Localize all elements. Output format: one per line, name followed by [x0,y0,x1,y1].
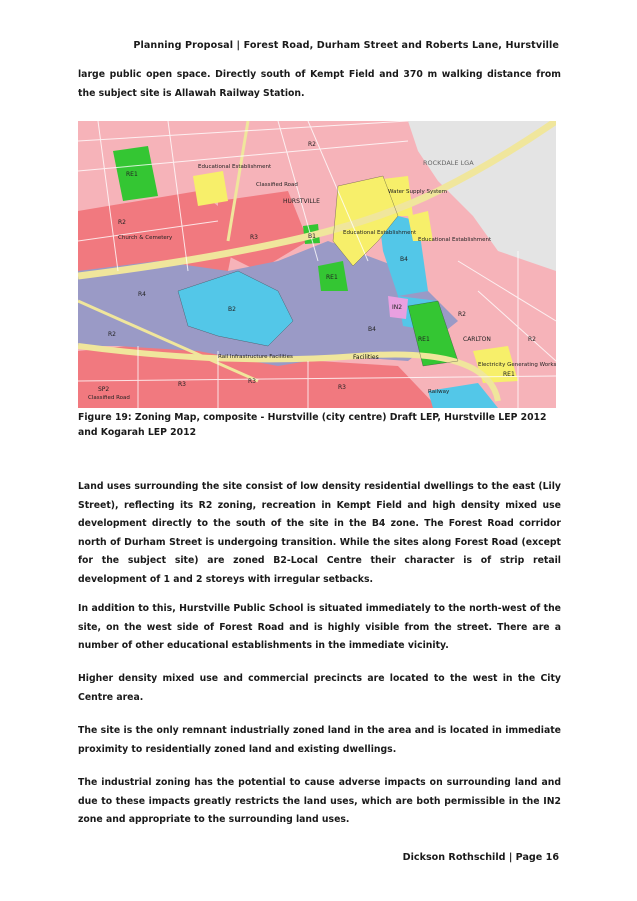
zone-label: R2 [118,219,126,226]
paragraph-land-uses: Land uses surrounding the site consist of low density residential dwellings to the east (Lily Street), reflecting its R2 zoning, recreation in Kempt Field and high density mixed use development directly to the south of the site in the B4 zone. The Forest Road corridor north of Durham Street is undergoing transition. While the sites along Forest Road (except for the subject site) are zoned B2-Local Centre their character is of strip retail development of 1 and 2 storeys with irregular setbacks. [78,481,561,585]
zone-label: R3 [178,381,186,388]
label-rockdale: ROCKDALE LGA [423,159,474,167]
zone-label: SP2 [98,386,110,393]
zone-label: RE1 [503,371,515,378]
page-footer: Dickson Rothschild | Page 16 [402,852,559,863]
zone-label: R3 [338,384,346,391]
page-header: Planning Proposal | Forest Road, Durham Street and Roberts Lane, Hurstville [133,40,559,51]
label-educational-1: Educational Establishment [198,164,272,170]
label-hurstville: HURSTVILLE [283,198,320,205]
zone-label: R2 [458,311,466,318]
label-classified-road-bottom: Classified Road [88,395,130,401]
label-water-supply: Water Supply System [388,189,448,195]
paragraph-school: In addition to this, Hurstville Public School is situated immediately to the north-west of the site, on the west side of Forest Road and is highly visible from the street. There are a number of other educational establishments in the immediate vicinity. [78,603,561,651]
intro-paragraph: large public open space. Directly south of Kempt Field and 370 m walking distance from the subject site is Allawah Railway Station. [78,69,561,99]
label-church: Church & Cemetery [118,235,173,241]
zoning-map [78,121,556,408]
zone-label: B2 [228,306,236,313]
paragraph-higher-density: Higher density mixed use and commercial precincts are located to the west in the City Centre area. [78,673,561,703]
zone-label: B1 [308,233,316,240]
paragraph-remnant: The site is the only remnant industrially zoned land in the area and is located in immediate proximity to residentially zoned land and existing dwellings. [78,725,561,755]
zone-label: R3 [248,378,256,385]
zone-label: B4 [368,326,376,333]
label-electricity: Electricity Generating Works [478,362,556,368]
label-educational-2: Educational Establishment [343,230,417,236]
zone-label: R3 [250,234,258,241]
zone-label: R2 [528,336,536,343]
label-facilities: Facilities [353,354,379,361]
zone-label: R4 [138,291,146,298]
figure-caption: Figure 19: Zoning Map, composite - Hurstville (city centre) Draft LEP, Hurstville LEP 2012 and Kogarah LEP 2012 [78,412,547,438]
zone-label: R2 [308,141,316,148]
zone-sp2-educational-1 [193,171,228,206]
zone-label: R2 [108,331,116,338]
zone-label: IN2 [392,304,403,311]
label-carlton: CARLTON [463,336,491,343]
zone-label: B4 [400,256,408,263]
label-rail-infra: Rail Infrastructure Facilities [218,354,293,360]
label-railway: Railway [428,389,450,395]
label-educational-3: Educational Establishment [418,237,492,243]
zone-label: RE1 [326,274,338,281]
zone-label: RE1 [418,336,430,343]
label-classified-road-top: Classified Road [256,182,298,188]
zone-label: RE1 [126,171,138,178]
zoning-map-graphic [78,121,556,408]
paragraph-industrial: The industrial zoning has the potential to cause adverse impacts on surrounding land and due to these impacts greatly restricts the land uses, which are both permissible in the IN2 zone and appropriate to the surrounding land uses. [78,777,561,825]
